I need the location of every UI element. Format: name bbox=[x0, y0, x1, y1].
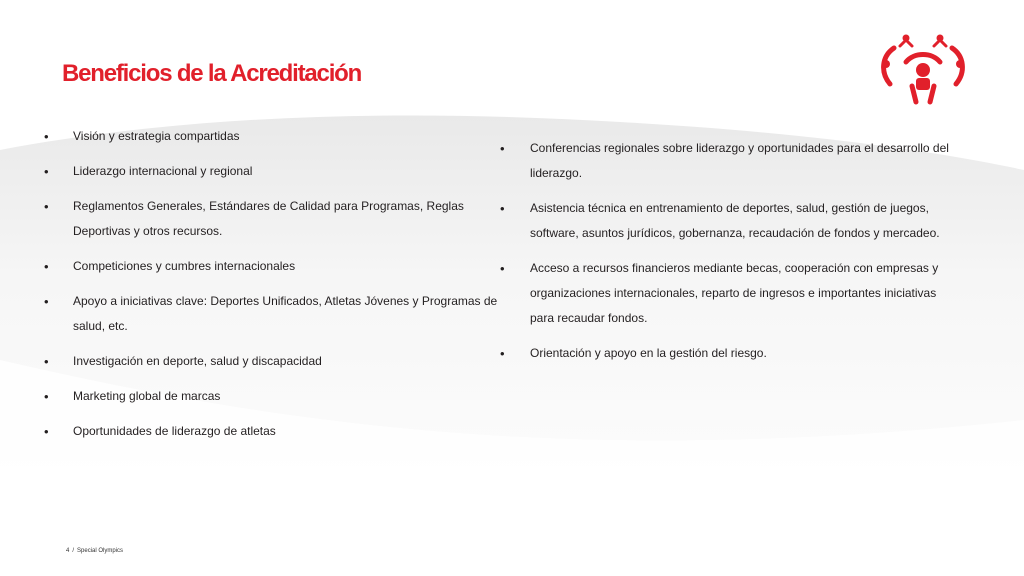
bullet-dot-icon: • bbox=[44, 199, 49, 214]
bullet-text: Liderazgo internacional y regional bbox=[73, 164, 253, 178]
bullet-text: Visión y estrategia compartidas bbox=[73, 129, 240, 143]
bullet-text: Marketing global de marcas bbox=[73, 389, 221, 403]
right-benefits-list bbox=[500, 136, 950, 376]
bullet-item bbox=[44, 159, 504, 184]
bullet-dot-icon: • bbox=[500, 346, 505, 361]
bullet-item bbox=[500, 256, 950, 331]
bullet-text: Competiciones y cumbres internacionales bbox=[73, 259, 296, 273]
bullet-dot-icon: • bbox=[44, 129, 49, 144]
special-olympics-logo bbox=[876, 34, 970, 106]
footer-organization: Special Olympics bbox=[77, 548, 124, 554]
bullet-item bbox=[500, 196, 950, 246]
slide-title: Beneficios de la Acreditación bbox=[62, 60, 362, 87]
bullet-item bbox=[44, 289, 504, 339]
bullet-dot-icon: • bbox=[44, 294, 49, 309]
bullet-item bbox=[44, 254, 504, 279]
bullet-text: Acceso a recursos financieros mediante becas, cooperación con empresas y organizaciones internacionales, reparto de ingresos e importantes iniciativas para recaudar fondos. bbox=[530, 261, 939, 325]
bullet-text: Investigación en deporte, salud y discapacidad bbox=[73, 354, 322, 368]
bullet-text: Conferencias regionales sobre liderazgo y oportunidades para el desarrollo del liderazgo. bbox=[530, 141, 949, 180]
bullet-dot-icon: • bbox=[500, 261, 505, 276]
bullet-dot-icon: • bbox=[44, 389, 49, 404]
bullet-dot-icon: • bbox=[44, 424, 49, 439]
page-number: 4 bbox=[66, 548, 70, 554]
footer bbox=[66, 548, 123, 554]
bullet-text: Asistencia técnica en entrenamiento de deportes, salud, gestión de juegos, software, asuntos jurídicos, gobernanza, recaudación de fondos y mercadeo. bbox=[530, 201, 940, 240]
bullet-dot-icon: • bbox=[44, 164, 49, 179]
bullet-item bbox=[44, 194, 504, 244]
footer-separator: / bbox=[72, 548, 75, 554]
bullet-item bbox=[44, 124, 504, 149]
bullet-dot-icon: • bbox=[500, 201, 505, 216]
bullet-item bbox=[44, 349, 504, 374]
bullet-text: Oportunidades de liderazgo de atletas bbox=[73, 424, 276, 438]
bullet-dot-icon: • bbox=[500, 141, 505, 156]
bullet-dot-icon: • bbox=[44, 354, 49, 369]
bullet-item bbox=[44, 419, 504, 444]
bullet-item bbox=[500, 341, 950, 366]
bullet-item bbox=[500, 136, 950, 186]
bullet-item bbox=[44, 384, 504, 409]
bullet-dot-icon: • bbox=[44, 259, 49, 274]
bullet-text: Reglamentos Generales, Estándares de Calidad para Programas, Reglas Deportivas y otros recursos. bbox=[73, 199, 464, 238]
bullet-text: Orientación y apoyo en la gestión del riesgo. bbox=[530, 346, 767, 360]
left-benefits-list bbox=[44, 124, 504, 454]
bullet-text: Apoyo a iniciativas clave: Deportes Unificados, Atletas Jóvenes y Programas de salud, etc. bbox=[73, 294, 498, 333]
